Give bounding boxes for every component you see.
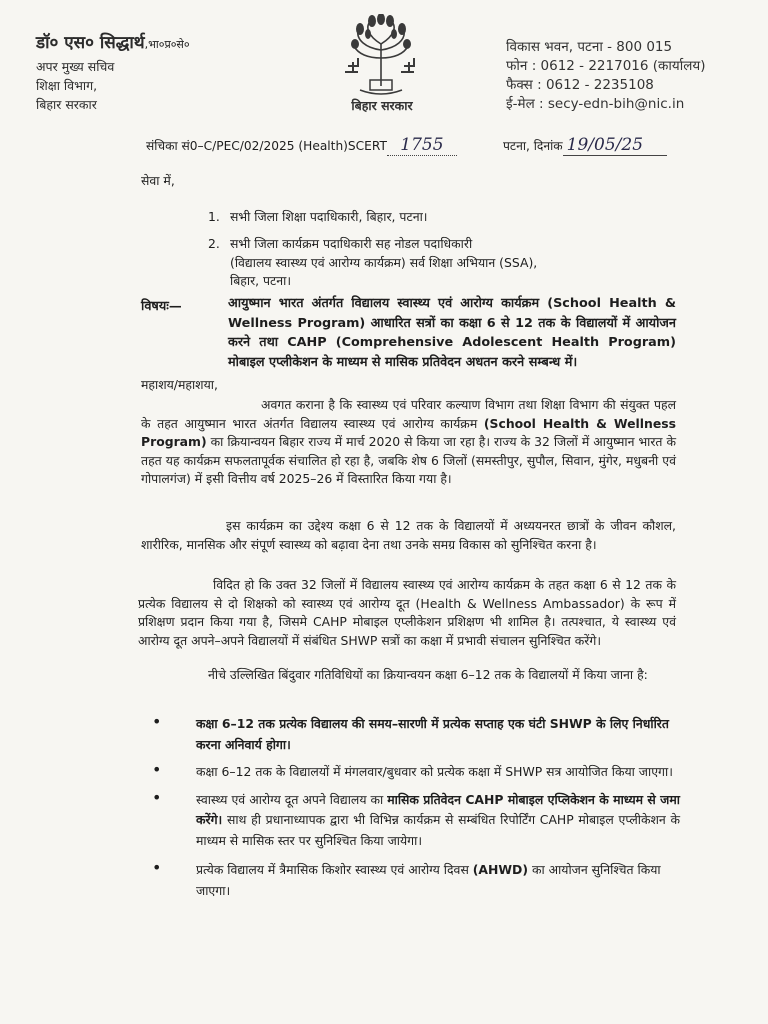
recipient-line: बिहार, पटना। bbox=[230, 273, 292, 288]
greeting: महाशय/महाशया, bbox=[141, 377, 218, 392]
activity-list bbox=[152, 713, 680, 900]
recipient-line: (विद्यालय स्वास्थ्य एवं आरोग्य कार्यक्रम) सर्व शिक्षा अभियान (SSA), bbox=[230, 254, 538, 270]
officer-suffix: ,भा०प्र०से० bbox=[144, 38, 190, 51]
bullet-text: कक्षा 6–12 तक के विद्यालयों में मंगलवार/बुधवार को प्रत्येक कक्षा में SHWP सत्र आयोजित किया जाएगा। bbox=[196, 764, 673, 779]
subject-label: विषयः— bbox=[141, 299, 182, 314]
subject-text: आयुष्मान भारत अंतर्गत विद्यालय स्वास्थ्य एवं आरोग्य कार्यक्रम (School Health & Wellness Program) आधारित सत्रों का कक्षा 6 से 12 तक के विद्यालयों में आयोजन करने तथा CAHP (Comprehensive Adolescent Health Program) मोबाइल एप्लीकेशन के माध्यम से मासिक प्रतिवेदन अधतन करने सम्बन्ध में। bbox=[228, 296, 676, 370]
bullet-bold-text: कक्षा 6–12 तक प्रत्येक विद्यालय की समय–सारणी में प्रत्येक सप्ताह एक घंटी SHWP के लिए निर्धारित करना अनिवार्य होगा। bbox=[196, 716, 669, 752]
recipient-line: सभी जिला कार्यक्रम पदाधिकारी सह नोडल पदाधिकारी bbox=[230, 236, 473, 251]
place-date-label: पटना, दिनांक bbox=[503, 139, 563, 153]
salutation-to: सेवा में, bbox=[141, 173, 175, 188]
address: विकास भवन, पटना - 800 015 bbox=[506, 39, 673, 55]
bullet-text: प्रत्येक विद्यालय में त्रैमासिक किशोर स्वास्थ्य एवं आरोग्य दिवस bbox=[196, 862, 473, 877]
fax: फैक्स : 0612 - 2235108 bbox=[506, 77, 654, 93]
officer-name: डॉ० एस० सिद्धार्थ bbox=[36, 33, 145, 53]
bullet-text-end: साथ ही प्रधानाध्यापक द्वारा भी विभिन्न कार्यक्रम से सम्बंधित रिपोर्टिंग CAHP मोबाइल एप्लीकेशन के माध्यम से मासिक स्तर पर सुनिश्चित किया जायेगा। bbox=[196, 812, 680, 848]
bullet-bold-text: (AHWD) bbox=[472, 862, 529, 877]
contact-block bbox=[506, 38, 705, 114]
officer-designation: अपर मुख्य सचिव bbox=[36, 59, 115, 74]
bullet-text: स्वास्थ्य एवं आरोग्य दूत अपने विद्यालय का bbox=[196, 791, 388, 807]
list-item bbox=[152, 859, 680, 900]
bullet-icon: • bbox=[152, 858, 162, 877]
recipient-item bbox=[208, 235, 728, 291]
recipient-item bbox=[208, 208, 688, 227]
list-item bbox=[152, 713, 680, 754]
para1-bold-text: (School Health & Wellness Program) bbox=[141, 415, 676, 449]
paragraph-2: इस कार्यक्रम का उद्देश्य कक्षा 6 से 12 तक के विद्यालयों में अध्ययनरत छात्रों के जीवन कौशल, शारीरिक, मानसिक और संपूर्ण स्वास्थ्य को बढ़ावा देना तथा उनके समग्र विकास को सुनिश्चित करना है। bbox=[141, 518, 676, 552]
para1-text-end: का क्रियान्वयन बिहार राज्य में मार्च 2020 से किया जा रहा है। राज्य के 32 जिलों में आयुष्मान भारत के तहत यह कार्यक्रम सफलतापूर्वक संचालित हो रहा है, जबकि शेष 6 जिलों (समस्तीपुर, सुपौल, सिवान, मुंगेर, मधुबनी एवं गोपालगंज) में इसी वित्तीय वर्ष 2025–26 में विस्तारित किया गया है। bbox=[141, 434, 676, 486]
officer-government: बिहार सरकार bbox=[36, 97, 97, 112]
list-item bbox=[152, 761, 680, 782]
paragraph-4: नीचे उल्लिखित बिंदुवार गतिविधियों का क्रियान्वयन कक्षा 6–12 तक के विद्यालयों में किया जाना है: bbox=[208, 667, 648, 682]
bullet-text-end: का आयोजन सुनिश्चित किया जाएगा। bbox=[196, 862, 661, 898]
list-item bbox=[152, 789, 680, 851]
place-date bbox=[503, 135, 667, 156]
email: ई-मेल : secy-edn-bih@nic.in bbox=[506, 96, 685, 112]
paragraph-1 bbox=[141, 396, 676, 489]
handwritten-date: 19/05/25 bbox=[563, 135, 667, 156]
emblem-label: बिहार सरकार bbox=[351, 98, 413, 113]
recipient-line: सभी जिला शिक्षा पदाधिकारी, बिहार, पटना। bbox=[230, 209, 428, 224]
bullet-bold-text: मासिक प्रतिवेदन CAHP मोबाइल एप्लिकेशन के माध्यम से जमा करेंगे। bbox=[196, 791, 680, 827]
phone: फोन : 0612 - 2217016 (कार्यालय) bbox=[506, 58, 706, 74]
recipient-number: 1. bbox=[208, 209, 220, 224]
bullet-icon: • bbox=[152, 787, 162, 807]
reference-handwritten-number: 1755 bbox=[387, 135, 457, 156]
officer-department: शिक्षा विभाग, bbox=[36, 78, 98, 93]
para1-text: अवगत कराना है कि स्वास्थ्य एवं परिवार कल्याण विभाग तथा शिक्षा विभाग की संयुक्त पहल के तहत आयुष्मान भारत अंतर्गत विद्यालय स्वास्थ्य एवं आरोग्य कार्यक्रम bbox=[141, 397, 676, 431]
bullet-icon: • bbox=[152, 712, 162, 731]
bullet-icon: • bbox=[152, 760, 162, 779]
officer-block bbox=[36, 30, 190, 114]
reference-number bbox=[146, 135, 457, 156]
recipient-number: 2. bbox=[208, 236, 220, 251]
reference-label: संचिका सं0–C/PEC/02/2025 (Health)SCERT bbox=[146, 139, 387, 153]
paragraph-3: विदित हो कि उक्त 32 जिलों में विद्यालय स्वास्थ्य एवं आरोग्य कार्यक्रम के तहत कक्षा 6 से 12 तक के प्रत्येक विद्यालय से दो शिक्षको को स्वास्थ्य एवं आरोग्य दूत (Health & Wellness Ambassador) के रूप में प्रशिक्षण प्रदान किया गया है, जिसमे CAHP मोबाइल एप्लीकेशन प्रशिक्षण भी शामिल है। तत्पश्चात, ये स्वास्थ्य एवं आरोग्य दूत अपने–अपने विद्यालयों में संबंधित SHWP सत्रों का कक्षा में प्रभावी संचालन सुनिश्चित करेंगे। bbox=[138, 577, 676, 648]
